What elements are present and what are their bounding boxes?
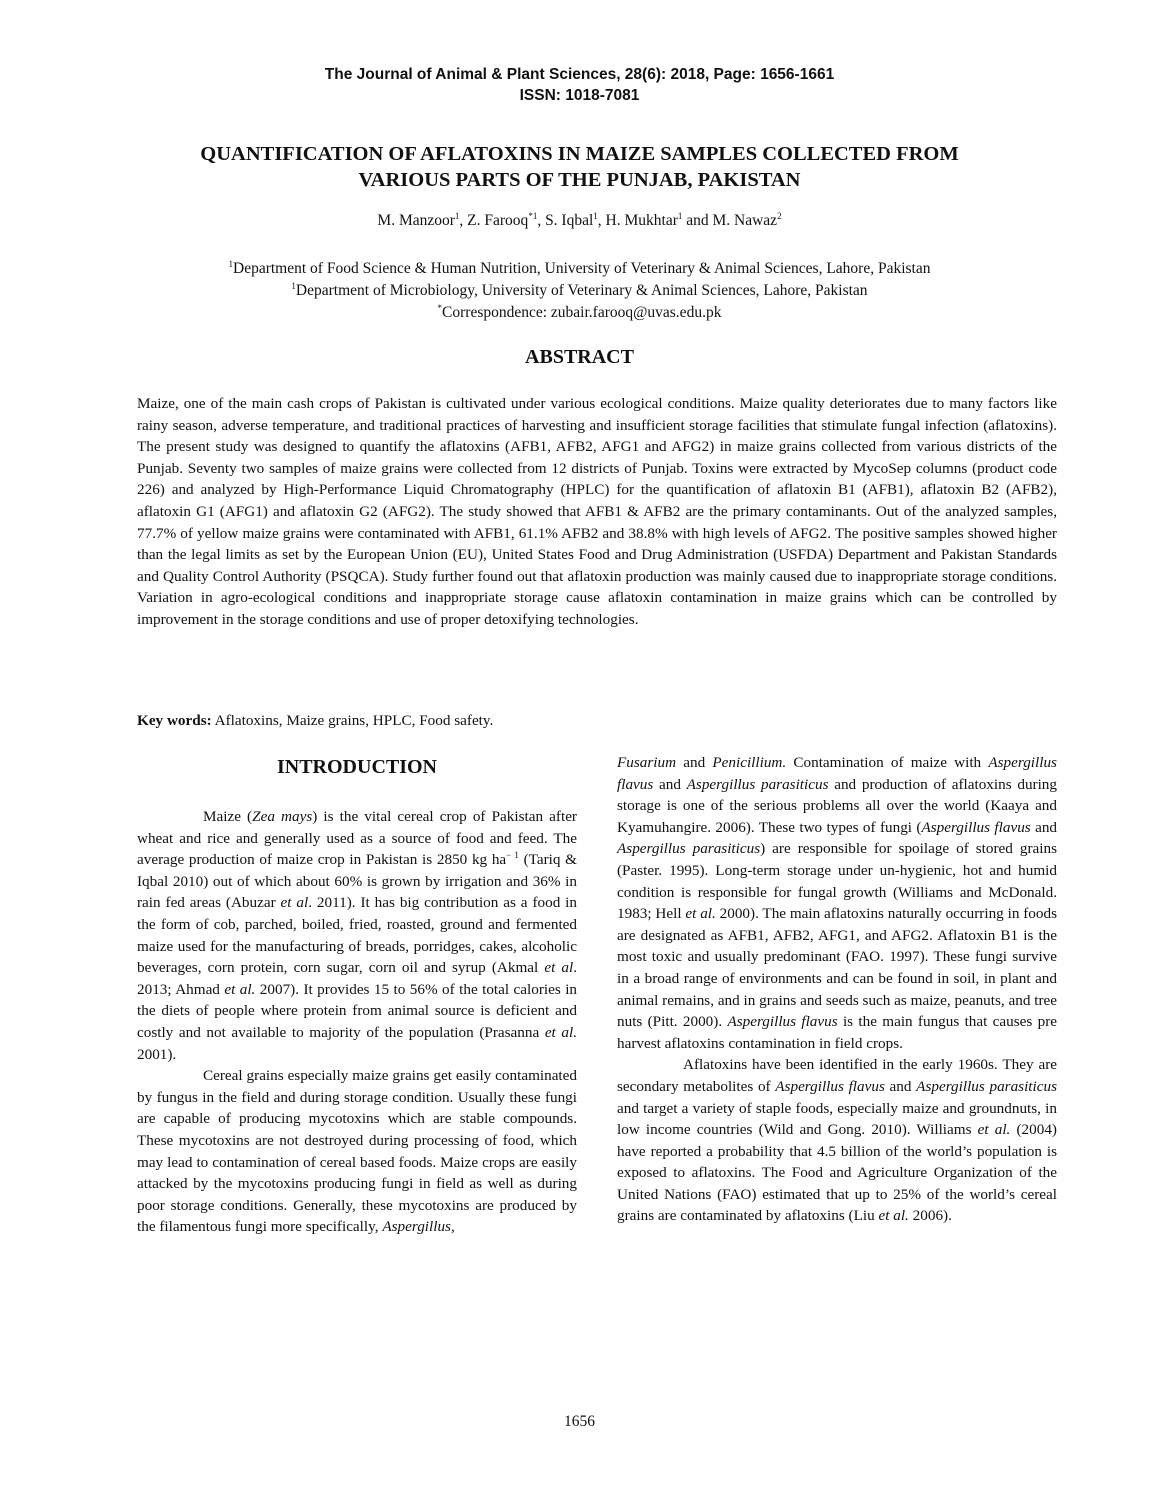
journal-header bbox=[0, 64, 1159, 106]
italic-run: et al. bbox=[224, 980, 256, 998]
text-run: Aflatoxins have been identified in the early 1960s. They are secondary metabolites of bbox=[617, 1056, 1057, 1095]
page-number: 1656 bbox=[564, 1413, 595, 1430]
abstract-heading: ABSTRACT bbox=[525, 346, 634, 368]
author: M. Manzoor$^1$, bbox=[377, 211, 468, 229]
text-run: Maize ( bbox=[203, 808, 253, 825]
author: Z. Farooq$^{*1}$, bbox=[467, 211, 546, 229]
italic-run: Zea mays bbox=[252, 808, 313, 825]
keywords bbox=[137, 710, 1057, 732]
italic-run: et al. bbox=[544, 1023, 577, 1041]
introduction-heading: INTRODUCTION bbox=[276, 756, 438, 778]
italic-run: Aspergillus parasiticus bbox=[617, 840, 761, 858]
text-run: 2007). It provides 15 to 56% of the total calories in the diets of people where protein from animal source is deficient and costly and not available to majority of the population (Prasanna bbox=[137, 980, 578, 1041]
intro-paragraph-1 bbox=[137, 806, 577, 1065]
text-run: and bbox=[884, 1077, 917, 1095]
text-run: ) is the vital cereal crop of Pakistan after wheat and rice and generally used as a source of food and feed. The average production of maize crop in Pakistan is 2850 kg ha bbox=[137, 808, 577, 869]
italic-run: et al. bbox=[977, 1121, 1011, 1139]
text-run: . 2011). It has big contribution as a food in the form of cob, parched, boiled, fried, roasted, ground and fermented maize used for the manufacturing of breads, porridges, cakes, alcoholic beverages, corn protein, corn sugar, corn oil and syrup (Akmal bbox=[137, 894, 577, 977]
intro-paragraph-2-continued bbox=[617, 752, 1057, 1054]
italic-run: Aspergillus flavus bbox=[921, 818, 1031, 836]
text-run: 2001). bbox=[137, 1045, 177, 1063]
italic-run: et al. bbox=[685, 905, 716, 923]
italic-run: et al bbox=[544, 959, 574, 977]
text-run: and bbox=[653, 775, 687, 793]
italic-run: Aspergillus parasiticus bbox=[686, 775, 829, 793]
journal-issn: ISSN: 1018-7081 bbox=[519, 87, 640, 104]
affiliation: $^1$Department of Food Science & Human Nutrition, University of Veterinary & Animal Sciences, Lahore, Pakistan bbox=[228, 259, 931, 277]
author: M. Nawaz$^2$ bbox=[712, 211, 782, 229]
title-line-2: VARIOUS PARTS OF THE PUNJAB, PAKISTAN bbox=[358, 169, 801, 191]
italic-run: Aspergillus flavus bbox=[617, 754, 1057, 793]
keywords-list: Aflatoxins, Maize grains, HPLC, Food safety. bbox=[211, 712, 494, 729]
journal-citation: The Journal of Animal & Plant Sciences, 28(6): 2018, Page: 1656-1661 bbox=[324, 66, 835, 83]
text-run: (2004) have reported a probability that 4.5 billion of the world’s population is exposed to aflatoxins. The Food and Agriculture Organization of the United Nations (FAO) estimated that up to 25% of the world’s cereal grains are contaminated by aflatoxins (Liu bbox=[617, 1121, 1057, 1225]
italic-run: et al. bbox=[878, 1207, 909, 1225]
text-run: is the main fungus that causes pre harvest aflatoxins contamination in field crops. bbox=[617, 1013, 1058, 1052]
keywords-label: Key words: bbox=[137, 712, 212, 729]
affiliations bbox=[0, 258, 1159, 324]
superscript-run: − 1 bbox=[506, 850, 519, 861]
text-run: ) are responsible for spoilage of stored grains (Paster. 1995). Long-term storage under un-hygienic, hot and humid condition is responsible for fungal growth (Williams and McDonald. 1983; Hell bbox=[617, 840, 1057, 923]
text-run: Contamination of maize with bbox=[786, 754, 989, 771]
correspondence: *Correspondence: zubair.farooq@uvas.edu.pk bbox=[437, 303, 722, 321]
italic-run: Aspergillus parasiticus bbox=[916, 1077, 1057, 1095]
italic-run: Aspergillus flavus bbox=[775, 1077, 885, 1095]
abstract-body: Maize, one of the main cash crops of Pakistan is cultivated under various ecological conditions. Maize quality deteriorates due to many factors like rainy season, adverse temperature, and traditional practices of harvesting and insufficient storage facilities that stimulate fungal infection (aflatoxins). The present study was designed to quantify the aflatoxins (AFB1, AFB2, AFG1 and AFG2) in maize grains collected from various districts of the Punjab. Seventy two samples of maize grains were collected from 12 districts of Punjab. Toxins were extracted by MycoSep columns (product code 226) and analyzed by High-Performance Liquid Chromatography (HPLC) for the quantification of aflatoxin B1 (AFB1), aflatoxin B2 (AFB2), aflatoxin G1 (AFG1) and aflatoxin G2 (AFG2). The study showed that AFB1 & AFB2 are the primary contaminants. Out of the analyzed samples, 77.7% of yellow maize grains were contaminated with AFB1, 61.1% AFB2 and 38.8% with high levels of AFG2. The positive samples showed higher than the legal limits as set by the European Union (EU), United States Food and Drug Administration (USFDA) Department and Pakistan Standards and Quality Control Authority (PSQCA). Study further found out that aflatoxin production was mainly caused due to inappropriate storage conditions. Variation in agro-ecological conditions and inappropriate storage cause aflatoxin contamination in maize grains which can be controlled by improvement in the storage conditions and use of proper detoxifying technologies. bbox=[137, 395, 1057, 628]
title-line-1: QUANTIFICATION OF AFLATOXINS IN MAIZE SAMPLES COLLECTED FROM bbox=[200, 143, 959, 165]
author-list bbox=[0, 211, 1159, 231]
paper-title bbox=[100, 141, 1059, 193]
affiliation: $^1$Department of Microbiology, University of Veterinary & Animal Sciences, Lahore, Pakistan bbox=[291, 281, 868, 299]
italic-run: Aspergillus flavus bbox=[727, 1013, 838, 1031]
text-run: (Tariq & Iqbal 2010) out of which about 60% is grown by irrigation and 36% in rain fed areas (Abuzar bbox=[137, 851, 577, 912]
intro-paragraph-2 bbox=[137, 1065, 577, 1238]
text-run: and production of aflatoxins during storage is one of the serious problems all over the world (Kaaya and Kyamuhangire. 2006). These two types of fungi ( bbox=[617, 775, 1057, 836]
text-run: Cereal grains especially maize grains get easily contaminated by fungus in the field and during storage condition. Usually these fungi are capable of producing mycotoxins which are stable compounds. These mycotoxins are not destroyed during processing of food, which may lead to contamination of cereal based foods. Maize crops are easily attacked by the mycotoxins producing fungi in field as well as during poor storage conditions. Generally, these mycotoxins are produced by the filamentous fungi more specifically, bbox=[137, 1067, 577, 1236]
italic-run: Penicillium. bbox=[712, 754, 787, 771]
right-column bbox=[617, 752, 1057, 1227]
text-run: 2006). bbox=[908, 1207, 952, 1225]
italic-run: Fusarium bbox=[617, 754, 677, 771]
intro-paragraph-3 bbox=[617, 1054, 1057, 1227]
text-run: 2000). The main aflatoxins naturally occurring in foods are designated as AFB1, AFB2, AFG1, and AFG2. Aflatoxin B1 is the most toxic and usually predominant (FAO. 1997). These fungi survive in a broad range of environments and can be found in soil, in plant and animal remains, and in grains and seeds such as maize, peanuts, and tree nuts (Pitt. 2000). bbox=[617, 905, 1057, 1031]
text-run: and target a variety of staple foods, especially maize and groundnuts, in low income countries (Wild and Gong. 2010). Williams bbox=[617, 1099, 1057, 1139]
text-run: . 2013; Ahmad bbox=[137, 959, 577, 998]
author: S. Iqbal$^1$, bbox=[545, 211, 606, 229]
text-run: and bbox=[676, 754, 713, 771]
italic-run: Aspergillus, bbox=[382, 1218, 455, 1236]
text-run: and bbox=[1030, 818, 1058, 836]
italic-run: et al bbox=[280, 894, 309, 912]
left-column bbox=[137, 806, 577, 1238]
author: H. Mukhtar$^1$ and bbox=[605, 211, 713, 229]
